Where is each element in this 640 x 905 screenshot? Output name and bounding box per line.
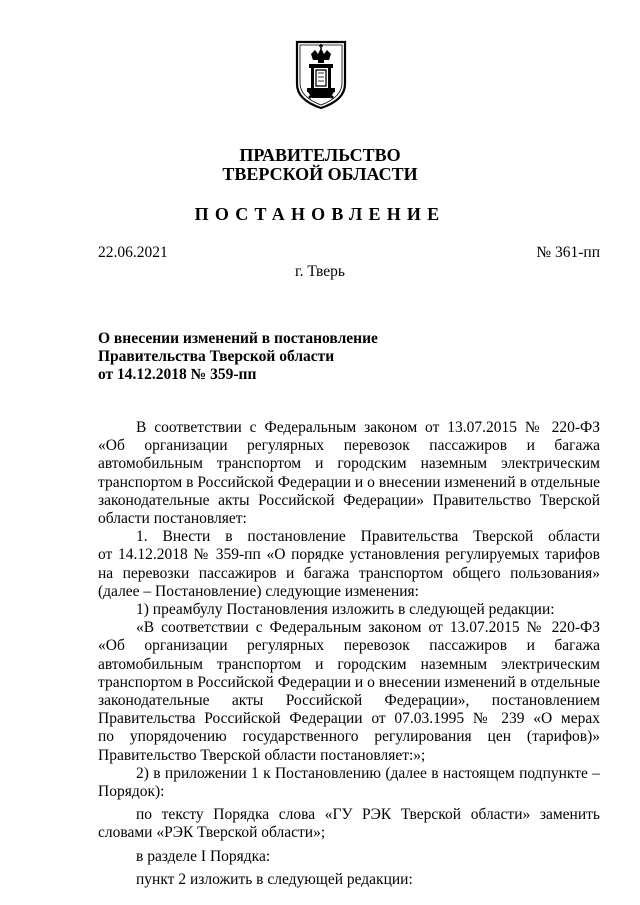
subject-line: О внесении изменений в постановление [98,330,378,347]
body-line: пункт 2 изложить в следующей редакции: [136,870,413,888]
body-line: словами «РЭК Тверской области»; [98,824,326,842]
coat-of-arms-icon [294,40,348,110]
government-name [0,146,640,184]
body-line: (далее – Постановление) следующие изменения: [98,582,419,600]
body-line: 1. Внести в постановление Правительства Тверской области [136,528,600,546]
government-name-line2: ТВЕРСКОЙ ОБЛАСТИ [222,164,418,184]
body-line: «Об организации регулярных перевозок пассажиров и багажа [98,437,600,455]
body-line: транспортом в Российской Федерации и о внесении изменений в отдельные [98,673,600,691]
body-line: Порядок): [98,783,165,801]
document-city: г. Тверь [295,263,345,280]
body-line: «Об организации регулярных перевозок пассажиров и багажа [98,637,600,655]
body-line: автомобильным транспортом и городским наземным электрическим [98,455,600,473]
document-number: № 361-пп [536,244,600,261]
document-subject [98,330,378,384]
body-line: В соответствии с Федеральным законом от 13.07.2015 № 220-ФЗ [136,419,600,436]
body-line: от 14.12.2018 № 359-пп «О порядке установления регулируемых тарифов [98,546,600,564]
document-date: 22.06.2021 [98,244,168,261]
body-line: по тексту Порядка слова «ГУ РЭК Тверской области» заменить [136,806,600,824]
body-line: Правительство Тверской области постановляет:»; [98,746,426,764]
body-line: 1) преамбулу Постановления изложить в следующей редакции: [136,601,555,619]
body-line: области постановляет: [98,510,247,528]
body-line: в разделе I Порядка: [136,847,271,865]
body-line: на перевозки пассажиров и багажа транспортом общего пользования» [98,564,600,582]
body-line: 2) в приложении 1 к Постановлению (далее в настоящем подпункте – [136,764,600,782]
body-line: по упорядочению государственного регулирования цен (тарифов)» [98,728,600,746]
document-body [98,419,600,889]
body-line: «В соответствии с Федеральным законом от 13.07.2015 № 220-ФЗ [136,619,600,637]
subject-line: Правительства Тверской области [98,348,335,365]
government-name-line1: ПРАВИТЕЛЬСТВО [239,145,401,165]
body-line: законодательные акты Российской Федерации» Правительство Тверской [98,491,600,509]
body-line: транспортом в Российской Федерации и о внесении изменений в отдельные [98,473,600,491]
subject-line: от 14.12.2018 № 359-пп [98,366,257,383]
body-line: Правительства Российской Федерации от 07.03.1995 № 239 «О мерах [98,710,600,728]
document-type-title: ПОСТАНОВЛЕНИЕ [194,204,446,224]
body-line: автомобильным транспортом и городским наземным электрическим [98,655,600,673]
body-line: законодательные акты Российской Федерации», постановлением [98,692,600,710]
